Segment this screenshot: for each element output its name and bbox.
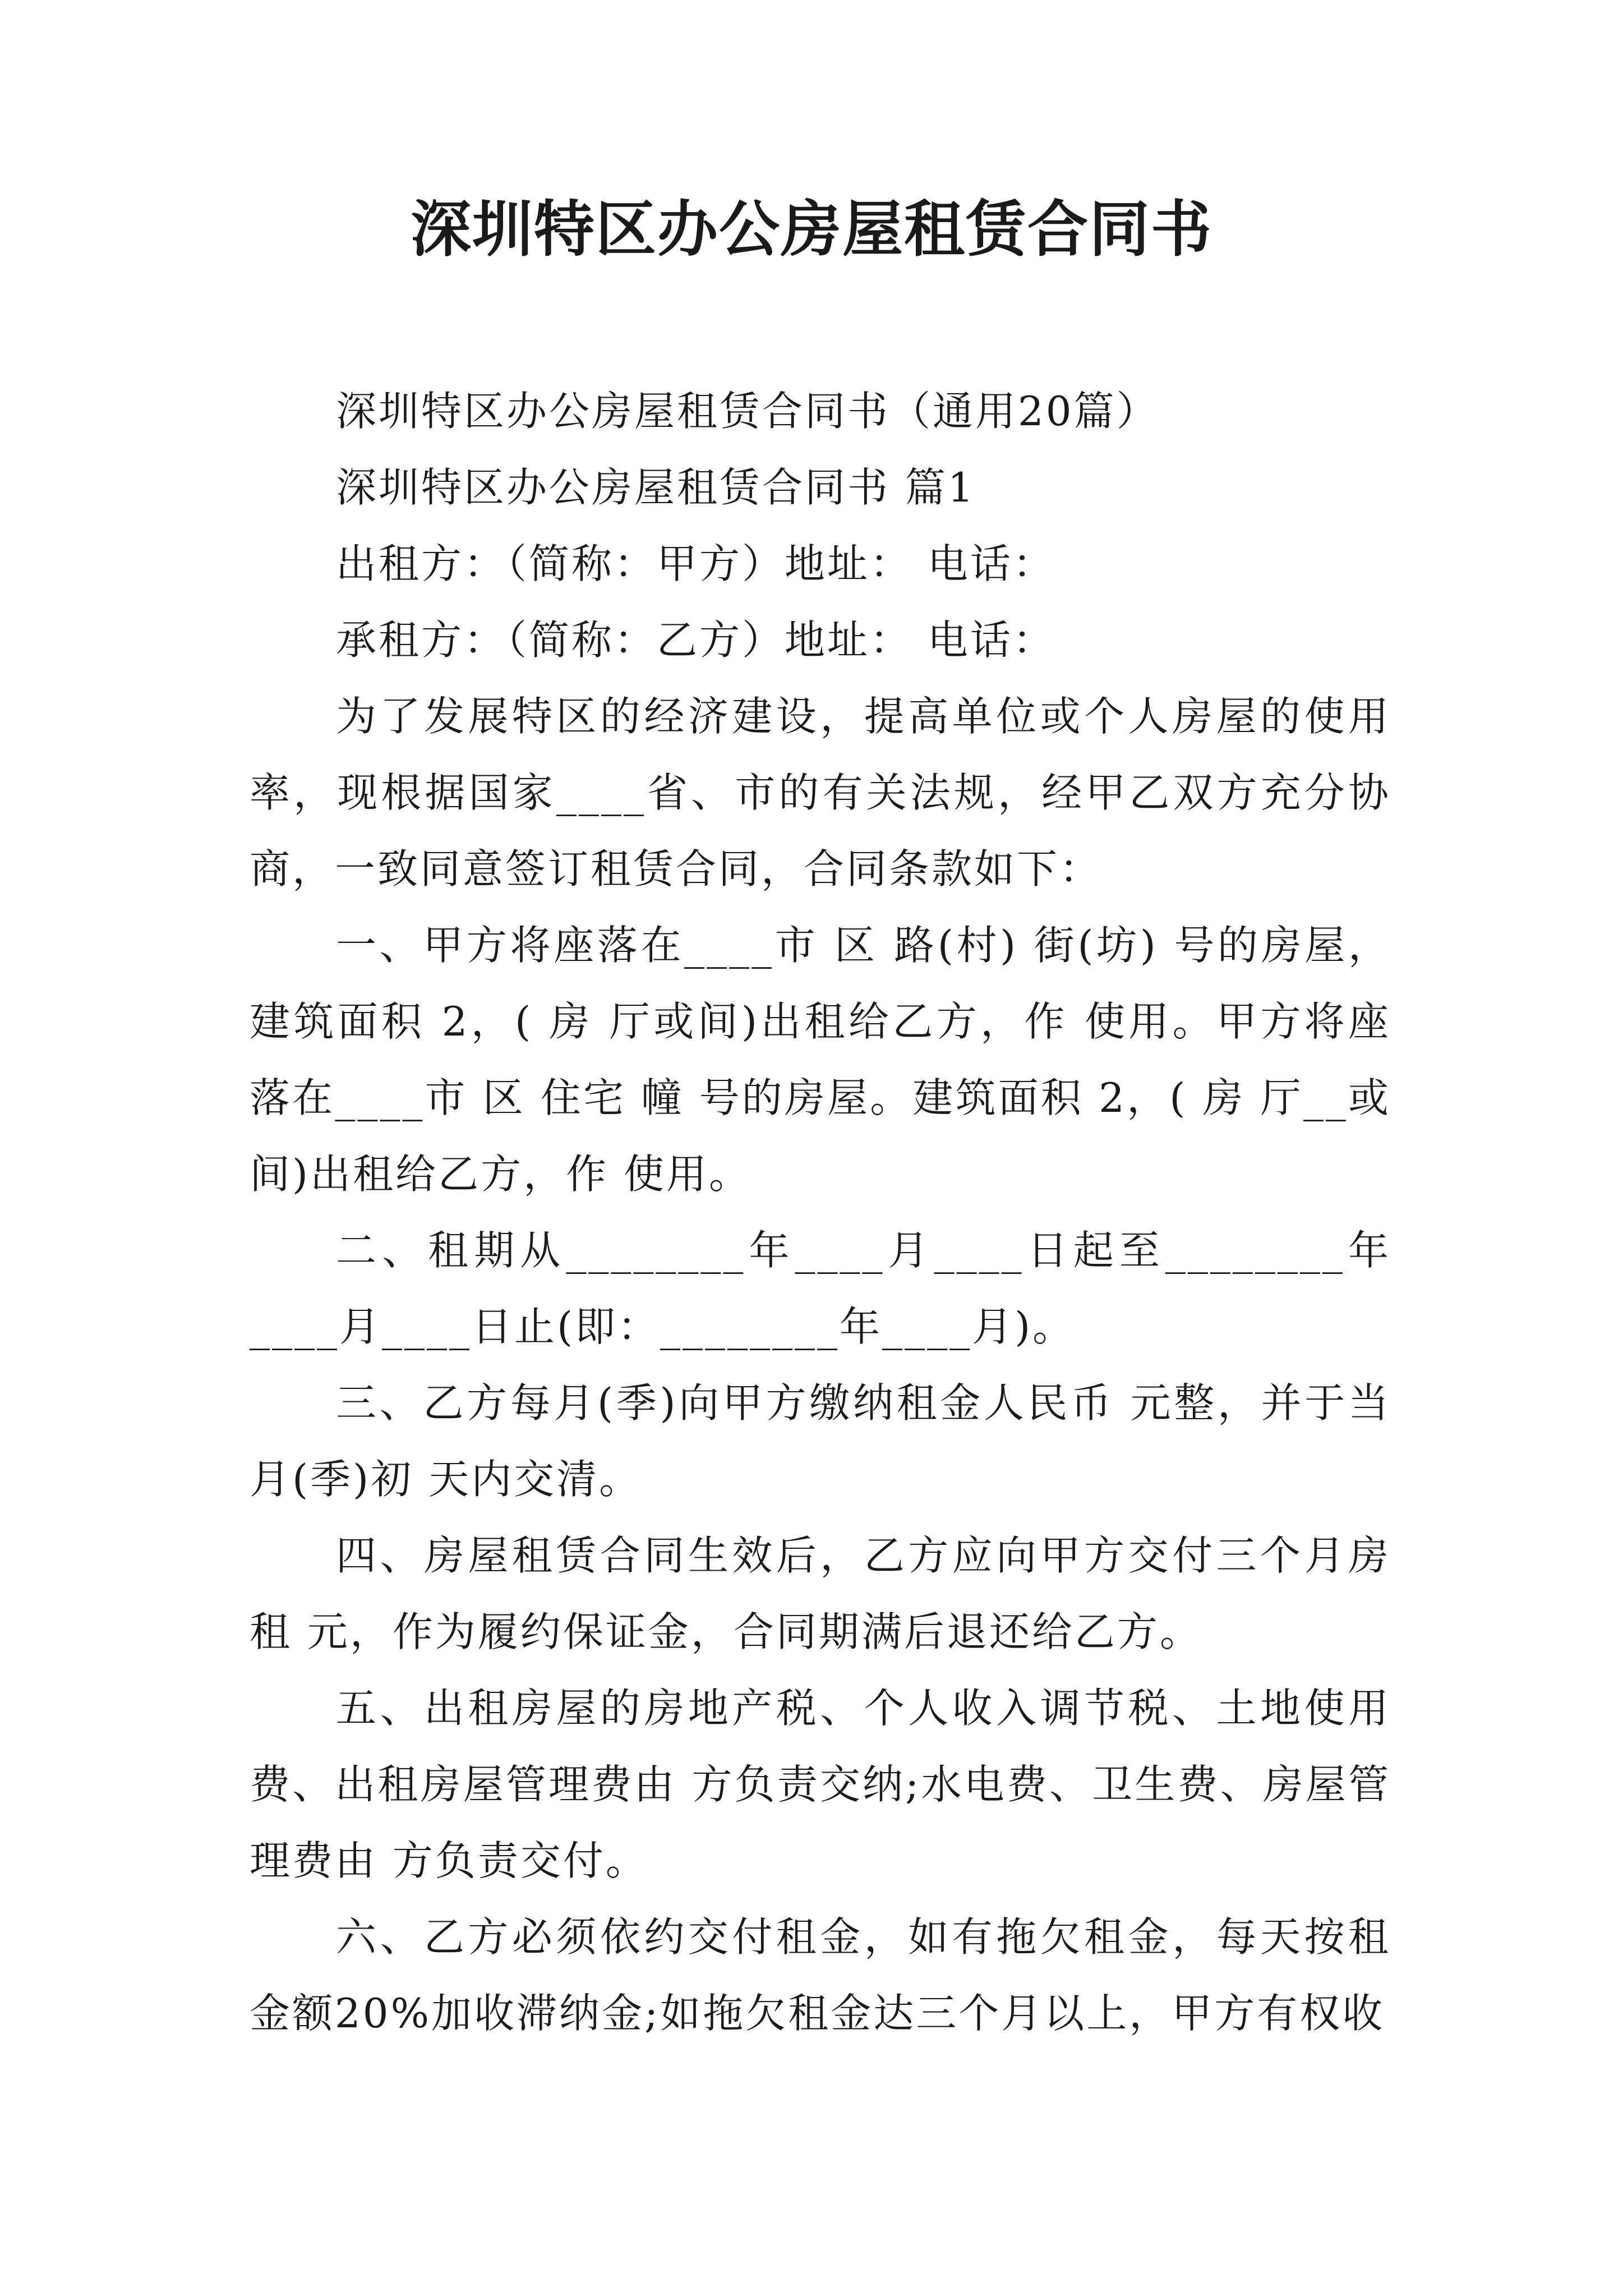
paragraph-section-title: 深圳特区办公房屋租赁合同书 篇1: [336, 464, 976, 511]
paragraph-lessor: 出租方：（简称：甲方）地址： 电话：: [336, 540, 1055, 587]
paragraph-heading: 深圳特区办公房屋租赁合同书（通用20篇）: [336, 388, 1159, 435]
paragraph-clause-1: 一、甲方将座落在____市 区 路(村) 街(坊) 号的房屋，建筑面积 2，( 房 厅或间)出租给乙方，作 使用。甲方将座落在____市 区 住宅 幢 号的房屋。建筑面积 2，( 房 厅__或间)出租给乙方，作 使用。: [250, 922, 1391, 1198]
paragraph-clause-4: 四、房屋租赁合同生效后，乙方应向甲方交付三个月房租 元，作为履约保证金，合同期满后退还给乙方。: [250, 1532, 1391, 1655]
paragraph-clause-2: 二、租期从________年____月____日起至________年____月____日止(即：________年____月)。: [250, 1227, 1391, 1350]
paragraph-preamble: 为了发展特区的经济建设，提高单位或个人房屋的使用率，现根据国家____省、市的有关法规，经甲乙双方充分协商，一致同意签订租赁合同，合同条款如下：: [250, 693, 1391, 892]
paragraph-clause-6: 六、乙方必须依约交付租金，如有拖欠租金，每天按租金额20%加收滞纳金;如拖欠租金达三个月以上，甲方有权收: [250, 1913, 1391, 2037]
paragraph-clause-3: 三、乙方每月(季)向甲方缴纳租金人民币 元整，并于当月(季)初 天内交清。: [250, 1379, 1391, 1503]
paragraph-lessee: 承租方：（简称：乙方）地址： 电话：: [336, 616, 1055, 664]
paragraph-clause-5: 五、出租房屋的房地产税、个人收入调节税、土地使用费、出租房屋管理费由 方负责交纳;水电费、卫生费、房屋管理费由 方负责交付。: [250, 1685, 1391, 1884]
document-title: 深圳特区办公房屋租赁合同书: [410, 194, 1212, 265]
document-body: [250, 373, 1391, 2051]
